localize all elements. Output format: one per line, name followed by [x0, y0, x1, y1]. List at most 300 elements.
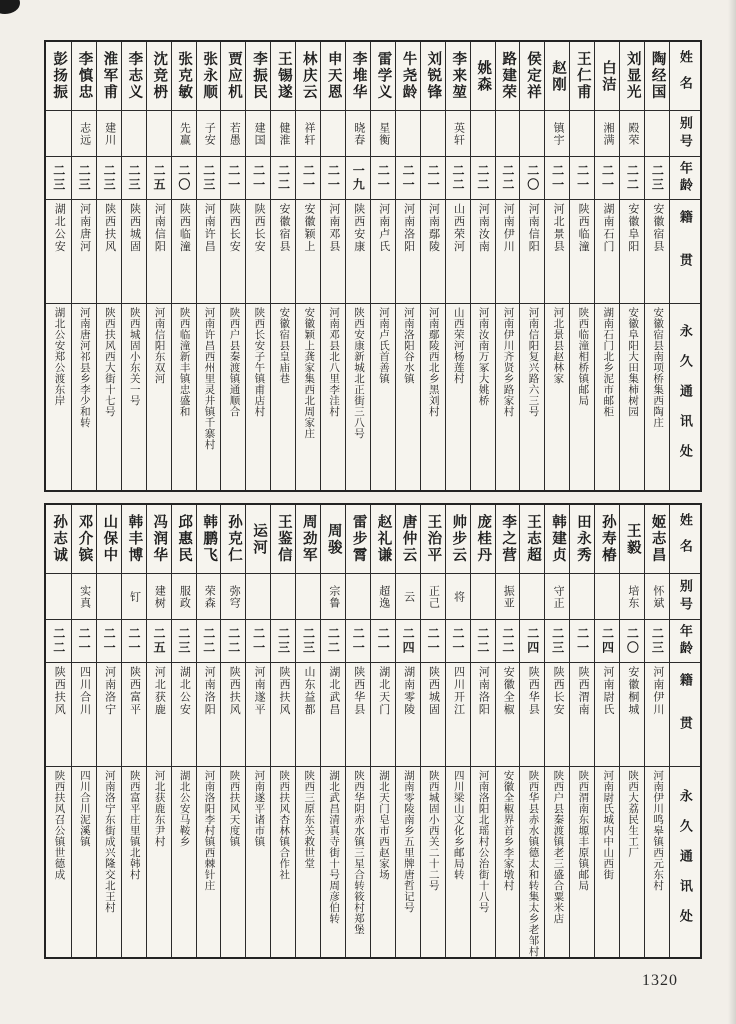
alias-cell — [396, 574, 420, 620]
name-cell — [346, 42, 370, 111]
person-age: 二二 — [276, 164, 291, 192]
name-cell — [172, 42, 196, 111]
age-cell — [570, 157, 594, 200]
alias-cell — [371, 574, 395, 620]
person-alias: 子安 — [203, 121, 216, 146]
origin-cell — [545, 200, 569, 304]
alias-cell — [346, 574, 370, 620]
person-name: 孙志诚 — [51, 514, 68, 564]
alias-cell — [570, 111, 594, 157]
origin-cell — [122, 200, 146, 304]
person-origin: 湖北天门 — [377, 666, 390, 716]
person-address: 陕西扶风西大街十七号 — [103, 307, 115, 417]
age-cell — [645, 620, 669, 663]
person-address: 河南许昌西州里灵井镇千寨村 — [203, 307, 215, 450]
person-origin: 湖南零陵 — [402, 666, 415, 716]
person-alias: 将 — [452, 590, 465, 603]
person-origin: 河南遂平 — [253, 666, 266, 716]
person-origin: 陕西长安 — [228, 203, 241, 253]
person-age: 二一 — [326, 164, 341, 192]
name-cell — [296, 42, 320, 111]
person-origin: 河南洛阳 — [203, 666, 216, 716]
person-name: 庞桂丹 — [475, 514, 492, 564]
name-cell — [496, 42, 520, 111]
origin-cell — [371, 200, 395, 304]
entry-column — [121, 505, 146, 957]
alias-cell — [545, 574, 569, 620]
address-cell — [446, 767, 470, 957]
name-cell — [396, 505, 420, 574]
entry-column — [96, 42, 121, 490]
person-address: 陕西华阴赤水镇三星合转筱村郑堡 — [353, 770, 365, 935]
person-address: 安徽全椒界首乡李家墩村 — [502, 770, 514, 891]
origin-cell — [346, 663, 370, 767]
person-age: 二三 — [201, 164, 216, 192]
origin-cell — [620, 663, 644, 767]
alias-cell — [446, 574, 470, 620]
age-cell — [396, 157, 420, 200]
alias-cell — [197, 111, 221, 157]
person-age: 二五 — [151, 627, 166, 655]
alias-cell — [371, 111, 395, 157]
person-age: 二二 — [326, 627, 341, 655]
person-age: 二一 — [450, 627, 465, 655]
person-address: 陕西城固小东关一号 — [128, 307, 140, 406]
origin-cell — [221, 663, 245, 767]
age-cell — [97, 620, 121, 663]
person-alias: 服政 — [178, 584, 191, 609]
origin-cell — [421, 663, 445, 767]
person-age: 二一 — [251, 164, 266, 192]
person-address: 陕西三原东关救世堂 — [303, 770, 315, 869]
person-address: 湖北公安马鞍乡 — [178, 770, 190, 847]
age-cell — [421, 157, 445, 200]
origin-cell — [221, 200, 245, 304]
person-alias: 英轩 — [452, 121, 465, 146]
entry-column — [519, 505, 544, 957]
person-age: 二二 — [475, 627, 490, 655]
entry-column — [146, 42, 171, 490]
person-name: 赵礼谦 — [375, 514, 392, 564]
header-origin-label: 籍贯 — [677, 210, 693, 296]
person-address: 湖北天门皂市西赵家场 — [377, 770, 389, 880]
origin-cell — [645, 663, 669, 767]
person-address: 安徽阜阳大田集柿树园 — [627, 307, 639, 417]
person-name: 张克敏 — [176, 51, 193, 101]
origin-cell — [520, 663, 544, 767]
person-address: 河南伊川齐贤乡路家村 — [502, 307, 514, 417]
entry-column — [519, 42, 544, 490]
age-cell — [595, 620, 619, 663]
alias-cell — [147, 574, 171, 620]
name-cell — [271, 42, 295, 111]
person-origin: 陕西城固 — [427, 666, 440, 716]
person-origin: 河南许昌 — [203, 203, 216, 253]
entry-column — [171, 505, 196, 957]
header-address — [670, 767, 700, 957]
address-cell — [595, 767, 619, 957]
person-age: 二五 — [151, 164, 166, 192]
origin-cell — [446, 200, 470, 304]
person-address: 安徽宿县皇庙巷 — [278, 307, 290, 384]
address-cell — [496, 304, 520, 490]
person-origin: 陕西华县 — [527, 666, 540, 716]
age-cell — [271, 157, 295, 200]
name-cell — [147, 505, 171, 574]
entry-column — [420, 42, 445, 490]
name-cell — [172, 505, 196, 574]
person-alias: 振亚 — [502, 584, 515, 609]
person-origin: 河南信阳 — [527, 203, 540, 253]
origin-cell — [595, 663, 619, 767]
address-cell — [645, 767, 669, 957]
person-age: 二〇 — [625, 627, 640, 655]
address-cell — [371, 767, 395, 957]
entry-column — [420, 505, 445, 957]
origin-cell — [496, 200, 520, 304]
origin-cell — [520, 200, 544, 304]
person-address: 陕西华县赤水镇德太和转集太乡老邹村 — [527, 770, 539, 957]
person-alias: 湘满 — [601, 121, 614, 146]
person-origin: 湖北公安 — [53, 203, 66, 253]
person-alias: 建树 — [153, 584, 166, 609]
person-address: 河南遂平诸市镇 — [253, 770, 265, 847]
name-cell — [197, 505, 221, 574]
person-origin: 陕西长安 — [552, 666, 565, 716]
entry-column — [644, 42, 669, 490]
page-number: 1320 — [642, 972, 678, 989]
entry-column — [220, 42, 245, 490]
address-cell — [197, 304, 221, 490]
person-alias: 建国 — [253, 121, 266, 146]
person-age: 二二 — [450, 164, 465, 192]
person-name: 张永顺 — [201, 51, 218, 101]
person-age: 二一 — [401, 164, 416, 192]
address-cell — [221, 767, 245, 957]
entry-column — [96, 505, 121, 957]
name-cell — [570, 42, 594, 111]
name-cell — [520, 42, 544, 111]
person-origin: 河南唐河 — [78, 203, 91, 253]
alias-cell — [496, 111, 520, 157]
person-address: 陕西户县秦渡镇通顺合 — [228, 307, 240, 417]
age-cell — [421, 620, 445, 663]
person-address: 山西荣河杨莲村 — [452, 307, 464, 384]
person-address: 河南鄢陵西北乡黑刘村 — [427, 307, 439, 417]
person-address: 河北景县赵林家 — [552, 307, 564, 384]
header-name-label: 姓名 — [677, 50, 693, 102]
person-alias: 建川 — [103, 121, 116, 146]
entry-column — [245, 505, 270, 957]
age-cell — [296, 157, 320, 200]
person-name: 运河 — [250, 522, 267, 556]
age-cell — [147, 620, 171, 663]
entry-column — [270, 505, 295, 957]
alias-cell — [520, 111, 544, 157]
alias-cell — [221, 111, 245, 157]
person-origin: 河南洛宁 — [103, 666, 116, 716]
person-age: 二一 — [600, 164, 615, 192]
name-cell — [321, 42, 345, 111]
name-cell — [197, 42, 221, 111]
person-address: 河南洛阳谷水镇 — [402, 307, 414, 384]
person-alias: 守正 — [552, 584, 565, 609]
origin-cell — [446, 663, 470, 767]
person-name: 王志超 — [525, 514, 542, 564]
name-cell — [645, 505, 669, 574]
person-origin: 河南洛阳 — [477, 666, 490, 716]
person-alias: 弥穹 — [228, 584, 241, 609]
person-origin: 河南卢氏 — [377, 203, 390, 253]
name-cell — [371, 505, 395, 574]
age-cell — [221, 620, 245, 663]
person-address: 湖南石门北乡泥市邮柜 — [602, 307, 614, 417]
person-address: 陕西扶风召公镇世德成 — [53, 770, 65, 880]
origin-cell — [620, 200, 644, 304]
person-address: 河南卢氏首善镇 — [377, 307, 389, 384]
person-age: 二三 — [77, 164, 92, 192]
alias-cell — [296, 574, 320, 620]
name-cell — [645, 42, 669, 111]
person-name: 雷步霄 — [350, 514, 367, 564]
person-address: 陕西扶风天度镇 — [228, 770, 240, 847]
entry-column — [470, 42, 495, 490]
name-cell — [421, 505, 445, 574]
person-age: 二一 — [550, 164, 565, 192]
address-cell — [446, 304, 470, 490]
address-cell — [496, 767, 520, 957]
person-alias: 云 — [402, 590, 415, 603]
person-age: 二三 — [51, 164, 66, 192]
age-cell — [570, 620, 594, 663]
header-age-label: 年龄 — [677, 624, 693, 658]
header-origin — [670, 663, 700, 767]
person-age: 二一 — [575, 627, 590, 655]
age-cell — [496, 620, 520, 663]
person-name: 陶经国 — [649, 51, 666, 101]
address-cell — [520, 304, 544, 490]
alias-cell — [46, 574, 71, 620]
age-cell — [97, 157, 121, 200]
person-origin: 湖南石门 — [601, 203, 614, 253]
origin-cell — [197, 200, 221, 304]
person-address: 河南邓县北八里李洼村 — [328, 307, 340, 417]
person-alias: 培东 — [626, 584, 639, 609]
alias-cell — [72, 574, 96, 620]
origin-cell — [46, 663, 71, 767]
person-name: 王锡遂 — [275, 51, 292, 101]
entry-column — [220, 505, 245, 957]
entry-column — [71, 505, 96, 957]
address-cell — [197, 767, 221, 957]
name-cell — [595, 505, 619, 574]
directory-table-top — [44, 40, 702, 492]
person-alias: 志远 — [78, 121, 91, 146]
age-cell — [321, 157, 345, 200]
entry-column — [445, 505, 470, 957]
alias-cell — [271, 574, 295, 620]
origin-cell — [421, 200, 445, 304]
person-name: 田永秀 — [574, 514, 591, 564]
person-origin: 山东益都 — [302, 666, 315, 716]
address-cell — [72, 767, 96, 957]
person-origin: 河南信阳 — [153, 203, 166, 253]
name-cell — [346, 505, 370, 574]
alias-cell — [496, 574, 520, 620]
age-cell — [72, 620, 96, 663]
age-cell — [545, 157, 569, 200]
person-address: 安徽宿县南项桥集西陶庄 — [652, 307, 664, 428]
person-age: 二一 — [376, 164, 391, 192]
entry-column — [46, 42, 71, 490]
person-name: 冯润华 — [151, 514, 168, 564]
person-address: 河南信阳东双河 — [153, 307, 165, 384]
age-cell — [446, 620, 470, 663]
alias-cell — [595, 111, 619, 157]
address-cell — [97, 767, 121, 957]
alias-cell — [645, 111, 669, 157]
person-origin: 安徽桐城 — [626, 666, 639, 716]
entry-column — [544, 505, 569, 957]
entry-column — [295, 505, 320, 957]
person-alias: 正己 — [427, 584, 440, 609]
person-alias: 实真 — [78, 584, 91, 609]
person-name: 刘显光 — [624, 51, 641, 101]
person-address: 河南洛阳李村镇西棘针庄 — [203, 770, 215, 891]
person-origin: 陕西华县 — [352, 666, 365, 716]
person-address: 四川合川泥溪镇 — [78, 770, 90, 847]
origin-cell — [570, 200, 594, 304]
person-address: 河南洛阳北瑶村公治街十八号 — [477, 770, 489, 913]
person-address: 陕西城固小西关二十二号 — [427, 770, 439, 891]
age-cell — [545, 620, 569, 663]
address-cell — [371, 304, 395, 490]
person-name: 帅步云 — [450, 514, 467, 564]
header-column — [669, 505, 700, 957]
age-cell — [645, 157, 669, 200]
entry-column — [569, 505, 594, 957]
origin-cell — [471, 663, 495, 767]
age-cell — [520, 157, 544, 200]
alias-cell — [246, 111, 270, 157]
entry-column — [345, 505, 370, 957]
person-age: 二一 — [251, 627, 266, 655]
name-cell — [97, 42, 121, 111]
age-cell — [496, 157, 520, 200]
header-origin — [670, 200, 700, 304]
person-age: 二一 — [426, 627, 441, 655]
person-alias: 超逸 — [377, 584, 390, 609]
directory-table-bottom — [44, 503, 702, 959]
person-age: 二四 — [525, 627, 540, 655]
age-cell — [346, 620, 370, 663]
age-cell — [122, 157, 146, 200]
person-name: 彭扬振 — [51, 51, 68, 101]
header-alias-label: 别号 — [677, 578, 693, 615]
person-age: 二一 — [426, 164, 441, 192]
alias-cell — [321, 574, 345, 620]
person-origin: 四川开江 — [452, 666, 465, 716]
header-name — [670, 505, 700, 574]
person-age: 二三 — [127, 164, 142, 192]
address-cell — [246, 304, 270, 490]
person-origin: 河南鄢陵 — [427, 203, 440, 253]
alias-cell — [172, 574, 196, 620]
origin-cell — [595, 200, 619, 304]
alias-cell — [122, 111, 146, 157]
alias-cell — [421, 574, 445, 620]
header-name-label: 姓名 — [677, 513, 693, 565]
address-cell — [645, 304, 669, 490]
person-address: 陕西临潼相桥镇邮局 — [577, 307, 589, 406]
entry-column — [171, 42, 196, 490]
person-alias: 怀斌 — [651, 584, 664, 609]
alias-cell — [620, 574, 644, 620]
header-name — [670, 42, 700, 111]
person-name: 李振民 — [250, 51, 267, 101]
person-age: 二三 — [276, 627, 291, 655]
person-name: 申天恩 — [325, 51, 342, 101]
person-address: 陕西长安子午镇甫店村 — [253, 307, 265, 417]
entry-column — [46, 505, 71, 957]
person-origin: 陕西渭南 — [577, 666, 590, 716]
entry-column — [594, 505, 619, 957]
age-cell — [271, 620, 295, 663]
entry-column — [470, 505, 495, 957]
address-cell — [421, 304, 445, 490]
address-cell — [396, 304, 420, 490]
name-cell — [595, 42, 619, 111]
age-cell — [172, 620, 196, 663]
person-name: 周骏 — [325, 522, 342, 556]
person-age: 二一 — [351, 627, 366, 655]
person-address: 河南唐河祁县乡李少和转 — [78, 307, 90, 428]
alias-cell — [46, 111, 71, 157]
entry-column — [569, 42, 594, 490]
directory-sheet — [44, 40, 702, 959]
person-age: 二三 — [301, 627, 316, 655]
address-cell — [271, 767, 295, 957]
person-address: 河南尉氏城内中山西街 — [602, 770, 614, 880]
person-name: 周劲军 — [300, 514, 317, 564]
name-cell — [46, 42, 71, 111]
name-cell — [471, 42, 495, 111]
name-cell — [446, 505, 470, 574]
person-address: 安徽颖上龚家集西北周家庄 — [303, 307, 315, 439]
origin-cell — [172, 200, 196, 304]
person-alias: 星衡 — [377, 121, 390, 146]
address-cell — [321, 304, 345, 490]
entry-column — [445, 42, 470, 490]
origin-cell — [321, 663, 345, 767]
age-cell — [296, 620, 320, 663]
header-origin-label: 籍贯 — [677, 673, 693, 759]
person-name: 姚森 — [475, 59, 492, 93]
origin-cell — [246, 200, 270, 304]
alias-cell — [446, 111, 470, 157]
address-cell — [296, 304, 320, 490]
name-cell — [221, 505, 245, 574]
alias-cell — [296, 111, 320, 157]
age-cell — [446, 157, 470, 200]
age-cell — [595, 157, 619, 200]
person-name: 白洁 — [599, 59, 616, 93]
person-origin: 四川合川 — [78, 666, 91, 716]
entry-column — [270, 42, 295, 490]
person-origin: 河北获鹿 — [153, 666, 166, 716]
person-origin: 湖北武昌 — [327, 666, 340, 716]
person-age: 二四 — [401, 627, 416, 655]
